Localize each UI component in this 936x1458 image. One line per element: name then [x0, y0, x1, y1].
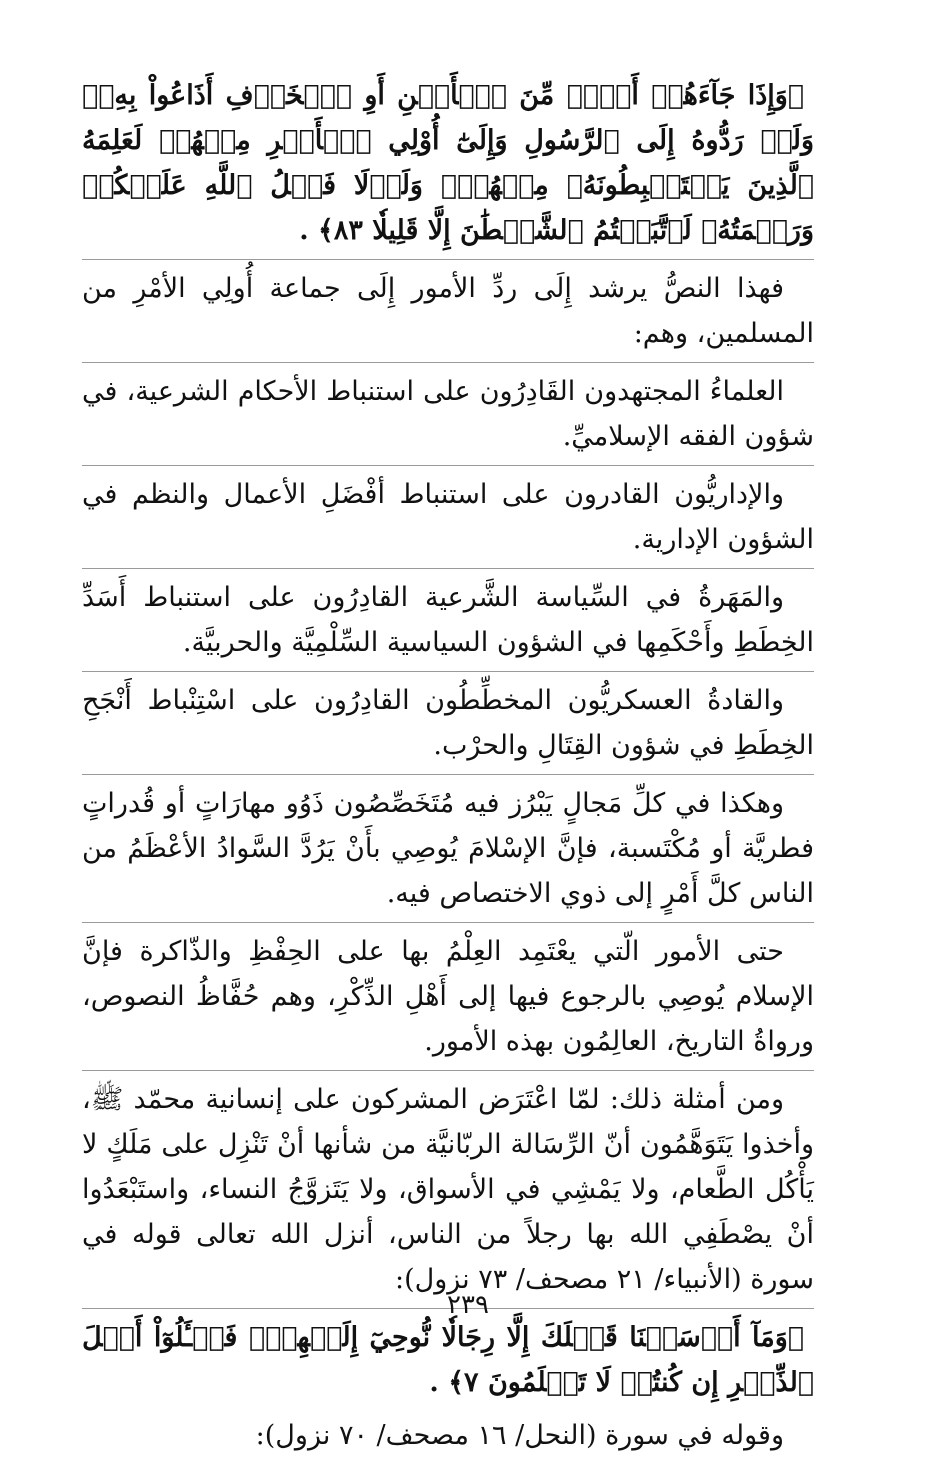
page-body	[82, 72, 814, 1458]
paragraph: والمَهَرةُ في السِّياسة الشَّرعية القادِرُون على استنباط أَسَدِّ الخِطَطِ وأَحْكَمِها في الشؤون السياسية السِّلْمِيَّة والحربيَّة.	[82, 582, 814, 658]
paragraph: ومن أمثلة ذلك: لمّا اعْتَرَض المشركون على إنسانية محمّد ﷺ، وأخذوا يَتَوَهَّمُون أنّ الرِّسَالة الربّانيَّة من شأنها أنْ تَنْزِل على مَلَكٍ لا يَأْكُل الطَّعام، ولا يَمْشِي في الأسواق، ولا يَتَزوَّجُ النساء، واستَبْعَدُوا أنْ يصْطَفِي الله بها رجلاً من الناس، أنزل الله تعالى قوله في سورة (الأنبياء/ ٢١ مصحف/ ٧٣ نزول):	[82, 1084, 814, 1295]
divider	[82, 922, 814, 923]
spacer	[82, 1405, 814, 1413]
quran-verse: ﴿وَمَآ أَرۡسَلۡنَا قَبۡلَكَ إِلَّا رِجَالٗا نُّوحِيٓ إِلَيۡهِمۡۖ فَسۡـَٔلُوٓاْ أَهۡلَ ٱلذِّكۡرِ إِن كُنتُمۡ لَا تَعۡلَمُونَ ٧﴾ .	[82, 1322, 814, 1398]
divider	[82, 774, 814, 775]
paragraph: والإداريُّون القادرون على استنباط أفْضَلِ الأعمال والنظم في الشؤون الإدارية.	[82, 479, 814, 555]
divider	[82, 465, 814, 466]
paragraph: العلماءُ المجتهدون القَادِرُون على استنباط الأحكام الشرعية، في شؤون الفقه الإسلاميِّ.	[82, 376, 814, 452]
page-number: ٢٣٩	[447, 1290, 489, 1320]
quran-verse: ﴿وَإِذَا جَآءَهُمۡ أَمۡرٞ مِّنَ ٱلۡأَمۡنِ أَوِ ٱلۡخَوۡفِ أَذَاعُواْ بِهِۦۖ وَلَوۡ رَدُّوهُ إِلَى ٱلرَّسُولِ وَإِلَىٰٓ أُوْلِي ٱلۡأَمۡرِ مِنۡهُمۡ لَعَلِمَهُ ٱلَّذِينَ يَسۡتَنۢبِطُونَهُۥ مِنۡهُمۡۗ وَلَوۡلَا فَضۡلُ ٱللَّهِ عَلَيۡكُمۡ وَرَحۡمَتُهُۥ لَٱتَّبَعۡتُمُ ٱلشَّيۡطَٰنَ إِلَّا قَلِيلٗا ٨٣﴾ .	[82, 80, 814, 246]
divider	[82, 568, 814, 569]
divider	[82, 259, 814, 260]
divider	[82, 1070, 814, 1071]
paragraph: والقادةُ العسكريُّون المخطِّطُون القادِرُون على اسْتِنْباط أَنْجَحِ الخِطَطِ في شؤون القِتَالِ والحرْب.	[82, 685, 814, 761]
paragraph: وقوله في سورة (النحل/ ١٦ مصحف/ ٧٠ نزول):	[255, 1420, 784, 1451]
paragraph: حتى الأمور الّتي يعْتَمِد العِلْمُ بها على الحِفْظِ والذّاكرة فإنَّ الإسلام يُوصِي بالرجوع فيها إلى أَهْلِ الذِّكْرِ، وهم حُفَّاظُ النصوص، ورواةُ التاريخ، العالِمُون بهذه الأمور.	[82, 936, 814, 1057]
divider	[82, 362, 814, 363]
paragraph: وهكذا في كلِّ مَجالٍ يَبْرُز فيه مُتَخَصِّصُون ذَوُو مهارَاتٍ أو قُدراتٍ فطريَّة أو مُكْتَسبة، فإنَّ الإسْلامَ يُوصِي بأَنْ يَرُدَّ السَّوادُ الأعْظَمُ من الناس كلَّ أَمْرٍ إلى ذوي الاختصاص فيه.	[82, 788, 814, 909]
divider	[82, 671, 814, 672]
paragraph: فهذا النصُّ يرشد إِلَى ردِّ الأمور إِلَى جماعة أُولِي الأمْرِ من المسلمين، وهم:	[82, 273, 814, 349]
